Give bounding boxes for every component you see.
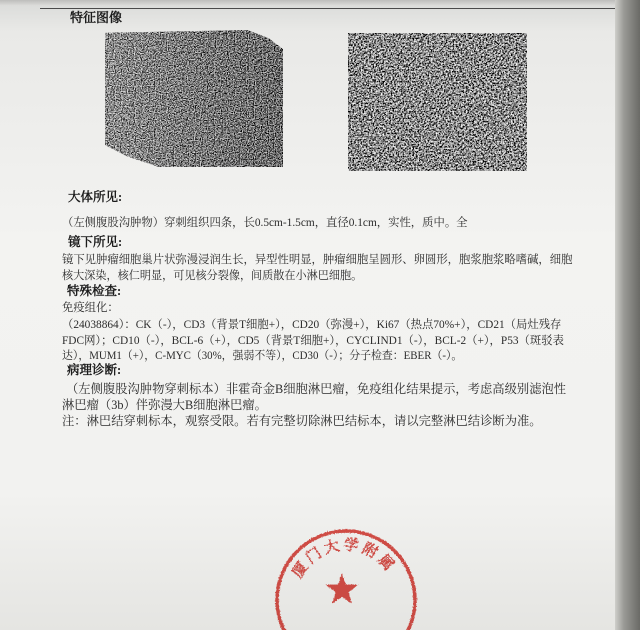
gross-heading: 大体所见: (68, 190, 123, 204)
table-top-border (40, 8, 615, 9)
ihc-line: FDC网）；CD10（-），BCL-6（+），CD5（背景T细胞+），CYCLIND1（-），BCL-2（+），P53（斑驳表 (62, 335, 564, 347)
seal-star-icon (326, 573, 358, 604)
photo-top-edge (0, 0, 615, 6)
microscopic-line: 核大深染，核仁明显，可见核分裂像，间质散在小淋巴细胞。 (62, 270, 363, 282)
hospital-seal (270, 522, 430, 630)
gross-text: （左侧腹股沟肿物）穿刺组织四条，长0.5cm-1.5cm，直径0.1cm，实性，质中。全 (62, 217, 468, 229)
micrograph-left (105, 30, 283, 167)
ihc-line: （24038864）：CK（-），CD3（背景T细胞+），CD20（弥漫+），Ki67（热点70%+），CD21（局灶残存 (62, 319, 562, 331)
seal-text: 厦门大学附属 (289, 537, 399, 582)
microscopic-heading: 镜下所见: (68, 235, 123, 249)
ihc-line: 达），MUM1（+），C-MYC（30%，强弱不等），CD30（-）；分子检查：EBER（-）。 (62, 350, 463, 362)
diagnosis-line: 淋巴瘤（3b）伴弥漫大B细胞淋巴瘤。 (62, 398, 267, 412)
diagnosis-heading: 病理诊断: (67, 363, 122, 377)
microscopic-line: 镜下见肿瘤细胞巢片状弥漫浸润生长，异型性明显，肿瘤细胞呈圆形、卵圆形，胞浆胞浆略嗜碱，细胞 (62, 254, 573, 266)
photo-right-edge (615, 0, 640, 630)
diagnosis-note: 注：淋巴结穿刺标本，观察受限。若有完整切除淋巴结标本，请以完整淋巴结诊断为准。 (62, 414, 542, 428)
micrograph-right (348, 33, 527, 171)
special-exam-heading: 特殊检查: (67, 284, 122, 298)
diagnosis-line: （左侧腹股沟肿物穿刺标本）非霍奇金B细胞淋巴瘤，免疫组化结果提示，考虑高级别滤泡性 (66, 382, 567, 396)
images-heading: 特征图像 (70, 10, 123, 25)
ihc-subheading: 免疫组化： (62, 302, 119, 314)
